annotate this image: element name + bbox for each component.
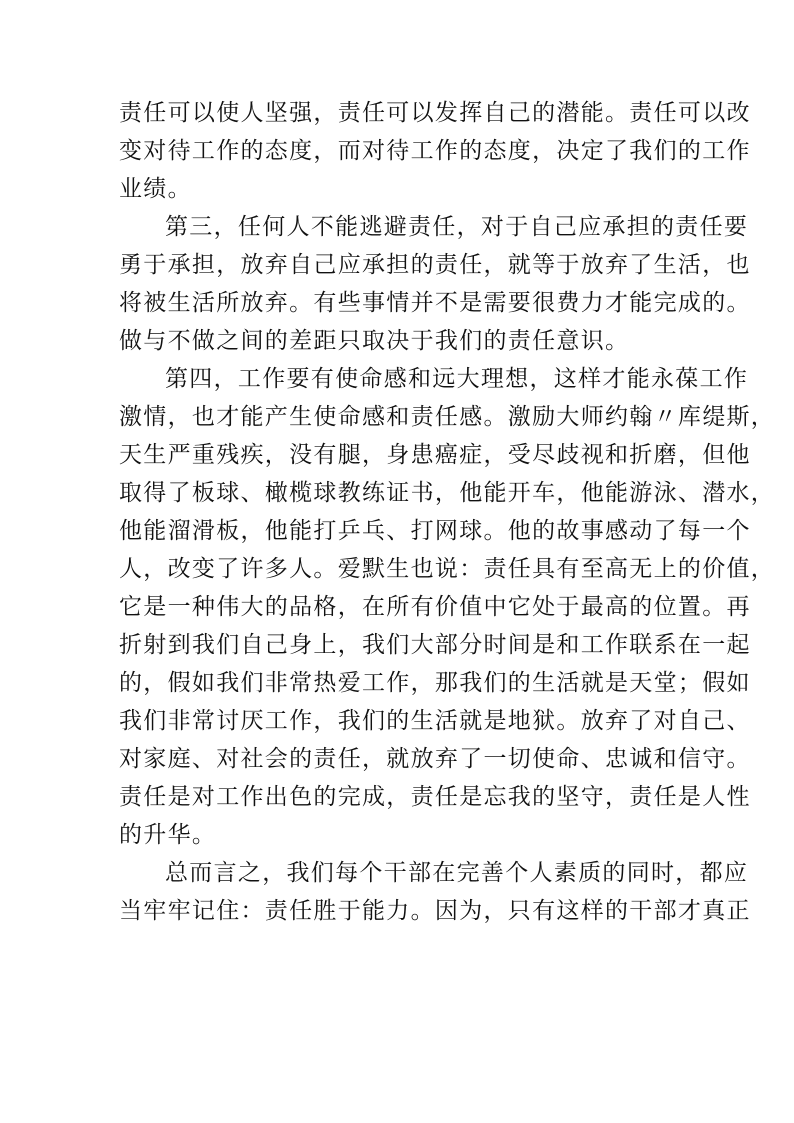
text-line: 他能溜滑板，他能打乒乓、打网球。他的故事感动了每一个 — [119, 518, 751, 544]
text-line: 天生严重残疾，没有腿，身患癌症，受尽歧视和折磨，但他 — [119, 442, 751, 468]
text-line: 变对待工作的态度，而对待工作的态度，决定了我们的工作 — [119, 138, 751, 164]
text-line: 对家庭、对社会的责任，就放弃了一切使命、忠诚和信守。 — [119, 746, 751, 772]
text-line: 的，假如我们非常热爱工作，那我们的生活就是天堂；假如 — [119, 670, 751, 696]
text-line: 责任是对工作出色的完成，责任是忘我的坚守，责任是人性 — [119, 784, 751, 810]
text-line: 第三，任何人不能逃避责任，对于自己应承担的责任要 — [165, 214, 749, 240]
text-line: 它是一种伟大的品格，在所有价值中它处于最高的位置。再 — [119, 594, 751, 620]
text-line: 人，改变了许多人。爱默生也说：责任具有至高无上的价值， — [119, 556, 776, 582]
text-line: 做与不做之间的差距只取决于我们的责任意识。 — [119, 328, 630, 354]
text-line: 激情，也才能产生使命感和责任感。激励大师约翰〃库缇斯， — [119, 404, 776, 430]
text-line: 总而言之，我们每个干部在完善个人素质的同时，都应 — [165, 860, 749, 886]
text-line: 当牢牢记住：责任胜于能力。因为，只有这样的干部才真正 — [119, 898, 751, 924]
text-line: 的升华。 — [119, 822, 217, 848]
body-text — [119, 94, 776, 930]
text-line: 责任可以使人坚强，责任可以发挥自己的潜能。责任可以改 — [119, 100, 751, 126]
text-line: 我们非常讨厌工作，我们的生活就是地狱。放弃了对自己、 — [119, 708, 751, 734]
text-line: 折射到我们自己身上，我们大部分时间是和工作联系在一起 — [119, 632, 751, 658]
text-line: 第四，工作要有使命感和远大理想，这样才能永葆工作 — [165, 366, 749, 392]
text-line: 将被生活所放弃。有些事情并不是需要很费力才能完成的。 — [119, 290, 751, 316]
text-line: 取得了板球、橄榄球教练证书，他能开车，他能游泳、潜水， — [119, 480, 776, 506]
text-line: 业绩。 — [119, 176, 192, 202]
text-line: 勇于承担，放弃自己应承担的责任，就等于放弃了生活，也 — [119, 252, 751, 278]
